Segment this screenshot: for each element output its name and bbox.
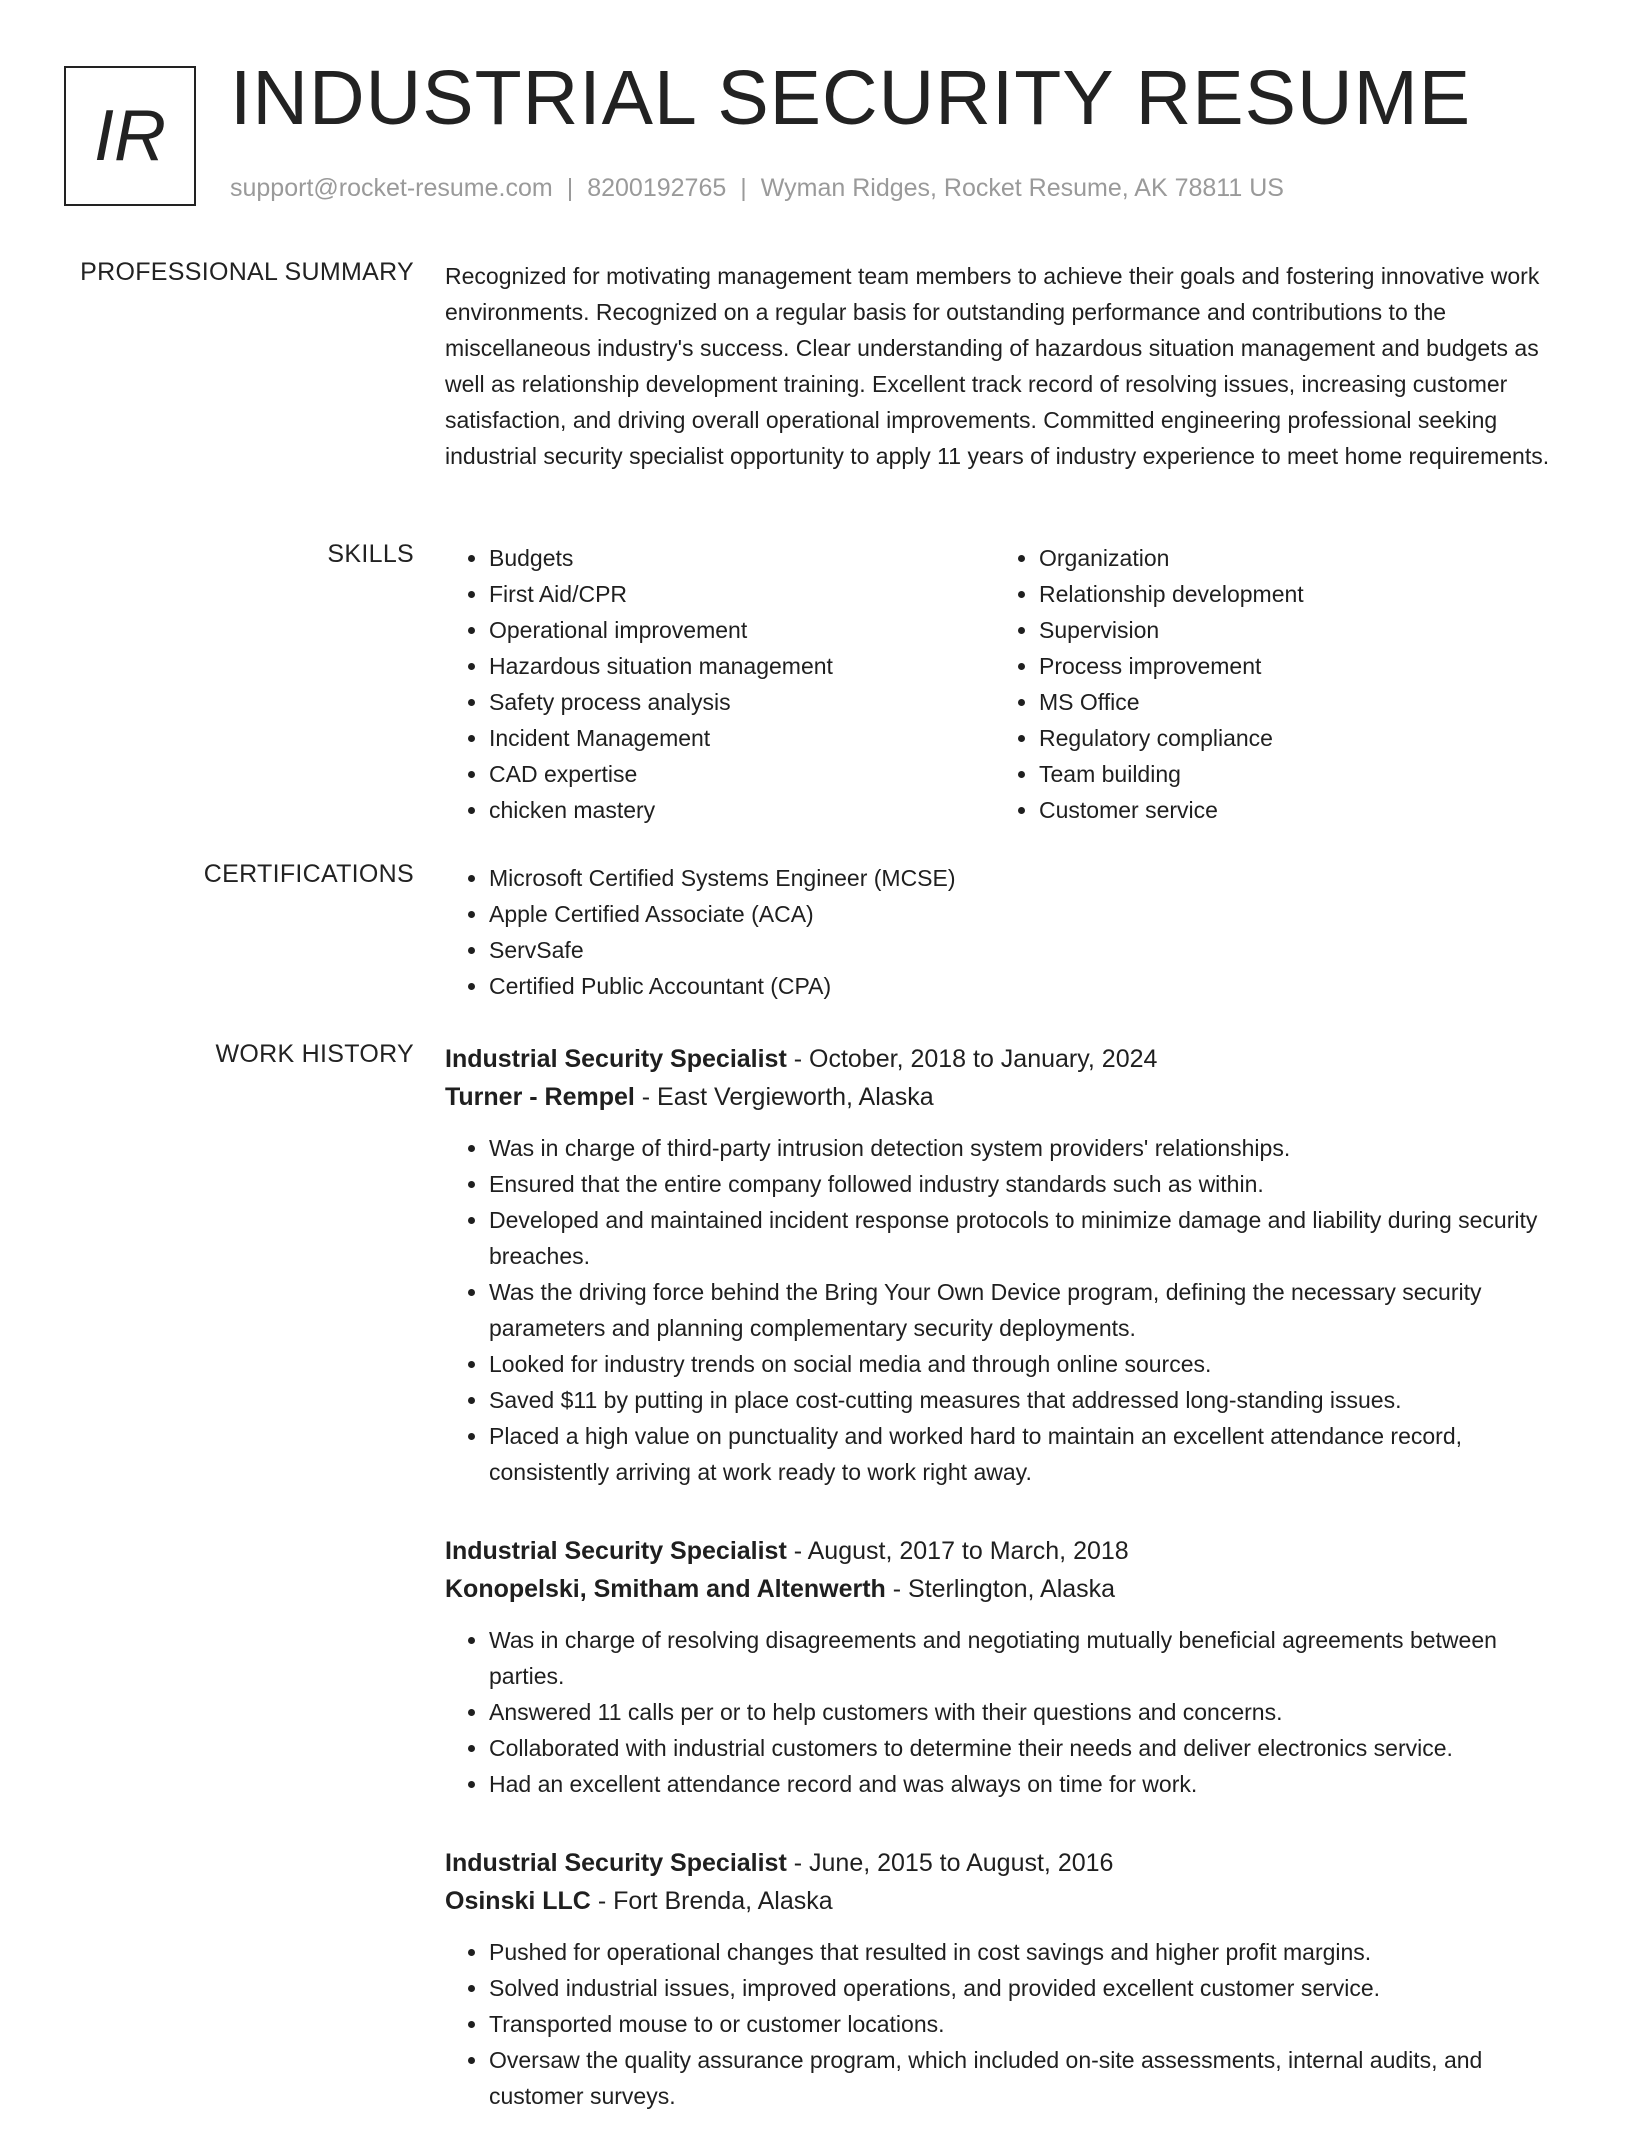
- skill-item: • First Aid/CPR: [489, 576, 995, 612]
- job-title: Industrial Security Specialist: [445, 1849, 787, 1877]
- skill-item: • Regulatory compliance: [1039, 720, 1545, 756]
- job-bullet: • Placed a high value on punctuality and worked hard to maintain an excellent attendance record, consistently arriving at work ready to work right away.: [489, 1418, 1560, 1490]
- job-company-line: [445, 1882, 1560, 1920]
- skills-columns: [445, 540, 1560, 828]
- job-company-line: [445, 1570, 1560, 1608]
- job-title: Industrial Security Specialist: [445, 1537, 787, 1565]
- skill-item: • Team building: [1039, 756, 1545, 792]
- job-bullet: • Pushed for operational changes that resulted in cost savings and higher profit margins.: [489, 1934, 1560, 1970]
- certification-item: • Certified Public Accountant (CPA): [489, 968, 1560, 1004]
- skill-item: • Organization: [1039, 540, 1545, 576]
- job-dates: - August, 2017 to March, 2018: [786, 1537, 1129, 1565]
- skill-item: • Supervision: [1039, 612, 1545, 648]
- summary-heading: PROFESSIONAL SUMMARY: [80, 258, 414, 286]
- skill-item: • MS Office: [1039, 684, 1545, 720]
- job-bullet: • Transported mouse to or customer locations.: [489, 2006, 1560, 2042]
- job-title-line: [445, 1040, 1560, 1078]
- skill-item: • chicken mastery: [489, 792, 995, 828]
- contact-email[interactable]: support@rocket-resume.com: [230, 174, 553, 202]
- job-dates: - June, 2015 to August, 2016: [786, 1849, 1114, 1877]
- skills-column-right: [995, 540, 1545, 828]
- job-bullet: • Was the driving force behind the Bring Your Own Device program, defining the necessary security parameters and planning complementary security deployments.: [489, 1274, 1560, 1346]
- contact-address: Wyman Ridges, Rocket Resume, AK 78811 US: [760, 174, 1284, 202]
- resume-title: INDUSTRIAL SECURITY RESUME: [230, 55, 1472, 141]
- skills-heading: SKILLS: [327, 540, 414, 568]
- skill-item: • Budgets: [489, 540, 995, 576]
- skill-item: • Safety process analysis: [489, 684, 995, 720]
- job-bullet: • Ensured that the entire company followed industry standards such as within.: [489, 1166, 1560, 1202]
- job-entry: [445, 1040, 1560, 1490]
- job-bullet: • Developed and maintained incident response protocols to minimize damage and liability during security breaches.: [489, 1202, 1560, 1274]
- job-bullet: • Solved industrial issues, improved operations, and provided excellent customer service.: [489, 1970, 1560, 2006]
- job-location: - Sterlington, Alaska: [885, 1575, 1116, 1603]
- certification-item: • Microsoft Certified Systems Engineer (MCSE): [489, 860, 1560, 896]
- contact-separator: |: [566, 174, 574, 202]
- summary-text: Recognized for motivating management team members to achieve their goals and fostering innovative work environments. Recognized on a regular basis for outstanding performance and contributions to the miscellaneous industry's success. Clear understanding of hazardous situation management and budgets as well as relationship development training. Excellent track record of resolving issues, increasing customer satisfaction, and driving overall operational improvements. Committed engineering professional seeking industrial security specialist opportunity to apply 11 years of industry experience to meet home requirements.: [445, 263, 1550, 469]
- skill-item: • Hazardous situation management: [489, 648, 995, 684]
- job-location: - Fort Brenda, Alaska: [590, 1887, 833, 1915]
- contact-phone[interactable]: 8200192765: [587, 174, 727, 202]
- job-bullet: • Saved $11 by putting in place cost-cutting measures that addressed long-standing issues.: [489, 1382, 1560, 1418]
- job-company-line: [445, 1078, 1560, 1116]
- job-company: Konopelski, Smitham and Altenwerth: [445, 1575, 886, 1603]
- skill-item: • CAD expertise: [489, 756, 995, 792]
- job-bullet: • Had an excellent attendance record and was always on time for work.: [489, 1766, 1560, 1802]
- job-company: Osinski LLC: [445, 1887, 591, 1915]
- skill-item: • Operational improvement: [489, 612, 995, 648]
- skill-item: • Relationship development: [1039, 576, 1545, 612]
- job-bullet: • Collaborated with industrial customers to determine their needs and deliver electronics service.: [489, 1730, 1560, 1766]
- job-company: Turner - Rempel: [445, 1083, 635, 1111]
- certification-item: • Apple Certified Associate (ACA): [489, 896, 1560, 932]
- job-bullet: • Was in charge of resolving disagreements and negotiating mutually beneficial agreements between parties.: [489, 1622, 1560, 1694]
- skill-item: • Process improvement: [1039, 648, 1545, 684]
- job-bullet: • Looked for industry trends on social media and through online sources.: [489, 1346, 1560, 1382]
- job-dates: - October, 2018 to January, 2024: [786, 1045, 1158, 1073]
- job-entry: [445, 1532, 1560, 1802]
- job-location: - East Vergieworth, Alaska: [634, 1083, 934, 1111]
- contact-separator: |: [740, 174, 747, 202]
- skill-item: • Customer service: [1039, 792, 1545, 828]
- job-title-line: [445, 1844, 1560, 1882]
- work-history-list: [445, 1040, 1560, 2156]
- job-bullet: • Was in charge of third-party intrusion detection system providers' relationships.: [489, 1130, 1560, 1166]
- certifications-heading: CERTIFICATIONS: [203, 860, 414, 888]
- certification-item: • ServSafe: [489, 932, 1560, 968]
- job-entry: [445, 1844, 1560, 2114]
- work-history-heading: WORK HISTORY: [215, 1040, 414, 1068]
- monogram-logo: IR: [64, 66, 196, 206]
- job-bullet: • Oversaw the quality assurance program, which included on-site assessments, internal audits, and customer surveys.: [489, 2042, 1560, 2114]
- job-bullet: • Answered 11 calls per or to help customers with their questions and concerns.: [489, 1694, 1560, 1730]
- job-title-line: [445, 1532, 1560, 1570]
- job-title: Industrial Security Specialist: [445, 1045, 787, 1073]
- certifications-list: [445, 860, 1560, 1004]
- skills-column-left: [445, 540, 995, 828]
- contact-line: [230, 174, 1284, 203]
- skill-item: • Incident Management: [489, 720, 995, 756]
